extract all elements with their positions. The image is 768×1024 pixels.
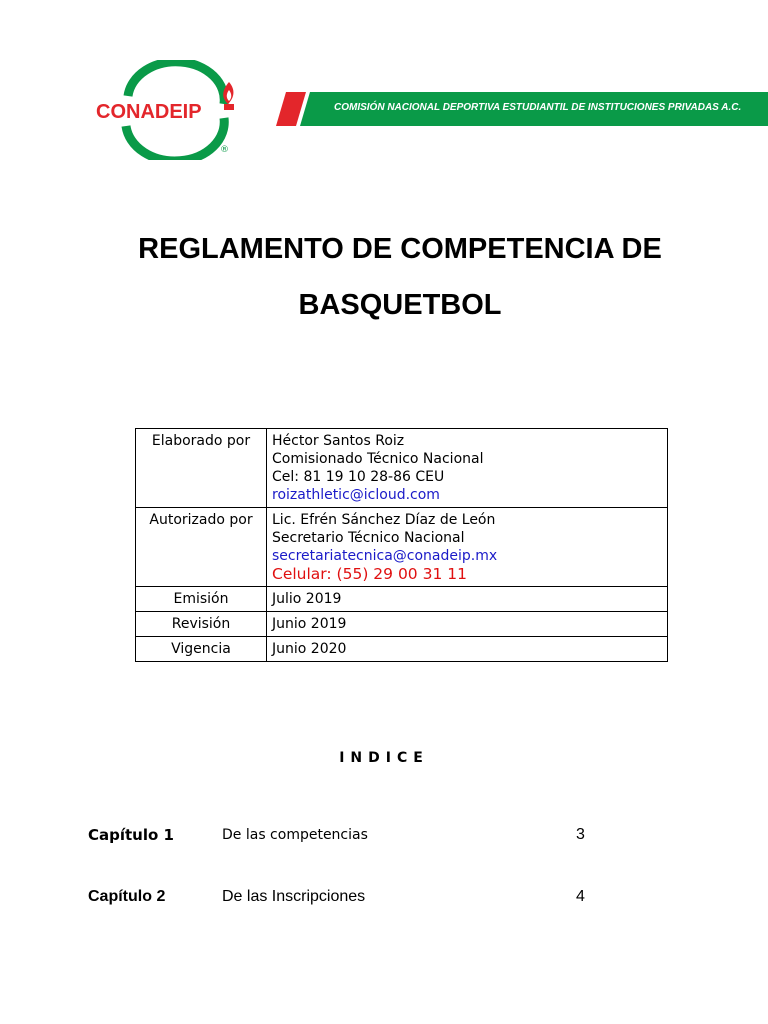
value-revision: Junio 2019: [267, 612, 668, 637]
toc-page: 4: [576, 888, 585, 905]
toc-title: De las Inscripciones: [222, 888, 366, 905]
toc-page: 3: [576, 826, 585, 843]
index-heading: INDICE: [339, 750, 429, 766]
value-vigencia: Junio 2020: [267, 637, 668, 662]
row-vigencia: [136, 637, 668, 662]
row-revision: [136, 612, 668, 637]
label-autorizado: Autorizado por: [136, 508, 267, 587]
toc-chapter: Capítulo 2: [88, 888, 166, 905]
label-elaborado: Elaborado por: [136, 429, 267, 508]
elaborado-role: Comisionado Técnico Nacional: [272, 451, 484, 467]
row-elaborado: [136, 429, 668, 508]
conadeip-logo: [88, 60, 248, 160]
registered-mark: ®: [220, 145, 229, 155]
toc-item[interactable]: [0, 826, 768, 848]
autorizado-role: Secretario Técnico Nacional: [272, 530, 465, 546]
toc-item[interactable]: [0, 888, 768, 910]
toc-title: De las competencias: [222, 827, 368, 843]
row-autorizado: [136, 508, 668, 587]
document-title-line1: REGLAMENTO DE COMPETENCIA DE: [138, 233, 662, 265]
autorizado-email-link[interactable]: secretariatecnica@conadeip.mx: [272, 548, 498, 564]
elaborado-name: Héctor Santos Roiz: [272, 433, 405, 449]
document-info-table: [135, 428, 668, 662]
logo-text: CONADEIP: [96, 101, 202, 123]
toc-chapter: Capítulo 1: [88, 826, 174, 844]
label-vigencia: Vigencia: [136, 637, 267, 662]
value-emision: Julio 2019: [267, 587, 668, 612]
row-emision: [136, 587, 668, 612]
autorizado-name: Lic. Efrén Sánchez Díaz de León: [272, 512, 496, 528]
elaborado-email-link[interactable]: roizathletic@icloud.com: [272, 487, 440, 503]
label-emision: Emisión: [136, 587, 267, 612]
banner-text: COMISIÓN NACIONAL DEPORTIVA ESTUDIANTIL DE INSTITUCIONES PRIVADAS A.C.: [334, 102, 742, 113]
cell-elaborado: [267, 429, 668, 508]
cell-autorizado: [267, 508, 668, 587]
autorizado-phone: Celular: (55) 29 00 31 11: [272, 565, 467, 583]
label-revision: Revisión: [136, 612, 267, 637]
elaborado-phone: Cel: 81 19 10 28-86 CEU: [272, 469, 445, 485]
document-title-line2: BASQUETBOL: [298, 289, 502, 321]
